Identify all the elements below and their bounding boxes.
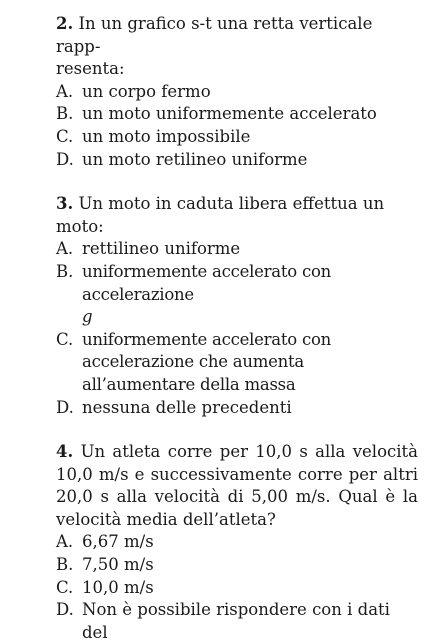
question-text-line-2: resenta: [56,59,125,79]
question-number: 2. [56,14,74,33]
option-letter: C. [56,577,74,597]
option-list [56,238,418,419]
question-3 [56,193,418,419]
option-letter: B. [56,104,74,124]
option-list [56,81,418,171]
question-page [56,13,418,644]
question-text: Un moto in caduta libera effettua un moto: [56,194,385,236]
option-text: 10,0 m/s [82,577,154,597]
option-letter: B. [56,261,74,281]
option-d [56,599,418,644]
option-text: rettilineo uniforme [82,239,241,259]
option-a [56,81,418,104]
option-letter: C. [56,329,74,349]
option-text: un moto uniformemente accelerato [82,104,377,124]
option-b [56,261,418,329]
option-a [56,531,418,554]
question-4-stem [56,441,418,531]
option-text: nessuna delle precedenti [82,397,292,417]
option-c [56,577,418,600]
option-letter: D. [56,600,74,620]
option-d [56,397,418,420]
option-text: Non è possibile rispondere con i dati del [82,600,390,642]
option-letter: A. [56,532,74,552]
option-letter: A. [56,81,74,101]
option-text: uniformemente accelerato con accelerazione [82,261,332,304]
option-text: un moto impossibile [82,126,251,146]
option-text: un moto retilineo uniforme [82,149,308,169]
option-letter: D. [56,397,74,417]
question-spacer [56,419,418,441]
option-list [56,531,418,644]
option-b [56,554,418,577]
option-a [56,238,418,261]
option-letter: D. [56,149,74,169]
option-letter: B. [56,555,74,575]
question-2 [56,13,418,171]
question-2-stem [56,13,418,81]
option-d [56,149,418,172]
question-text: Un atleta corre per 10,0 s alla velocità 10,0 m/s e successivamente corre per altri 20,0 s alla velocità di 5,00 m/s. Qual è la velocità media dell’atleta? [56,442,418,529]
option-text: uniformemente accelerato con accelerazione che aumenta all’aumentare della massa [82,329,332,394]
option-text: 6,67 m/s [82,532,154,552]
option-c [56,126,418,149]
option-c [56,329,418,397]
question-spacer [56,171,418,193]
option-letter: A. [56,239,74,259]
option-letter: C. [56,126,74,146]
question-3-stem [56,193,418,238]
math-symbol-g: g [82,307,93,327]
option-b [56,103,418,126]
question-4 [56,441,418,644]
question-number: 3. [56,194,74,214]
question-text-line-1: In un grafico s-t una retta verticale rapp- [56,14,373,56]
option-text: un corpo fermo [82,81,211,101]
question-number: 4. [56,442,74,462]
option-text: 7,50 m/s [82,555,154,575]
